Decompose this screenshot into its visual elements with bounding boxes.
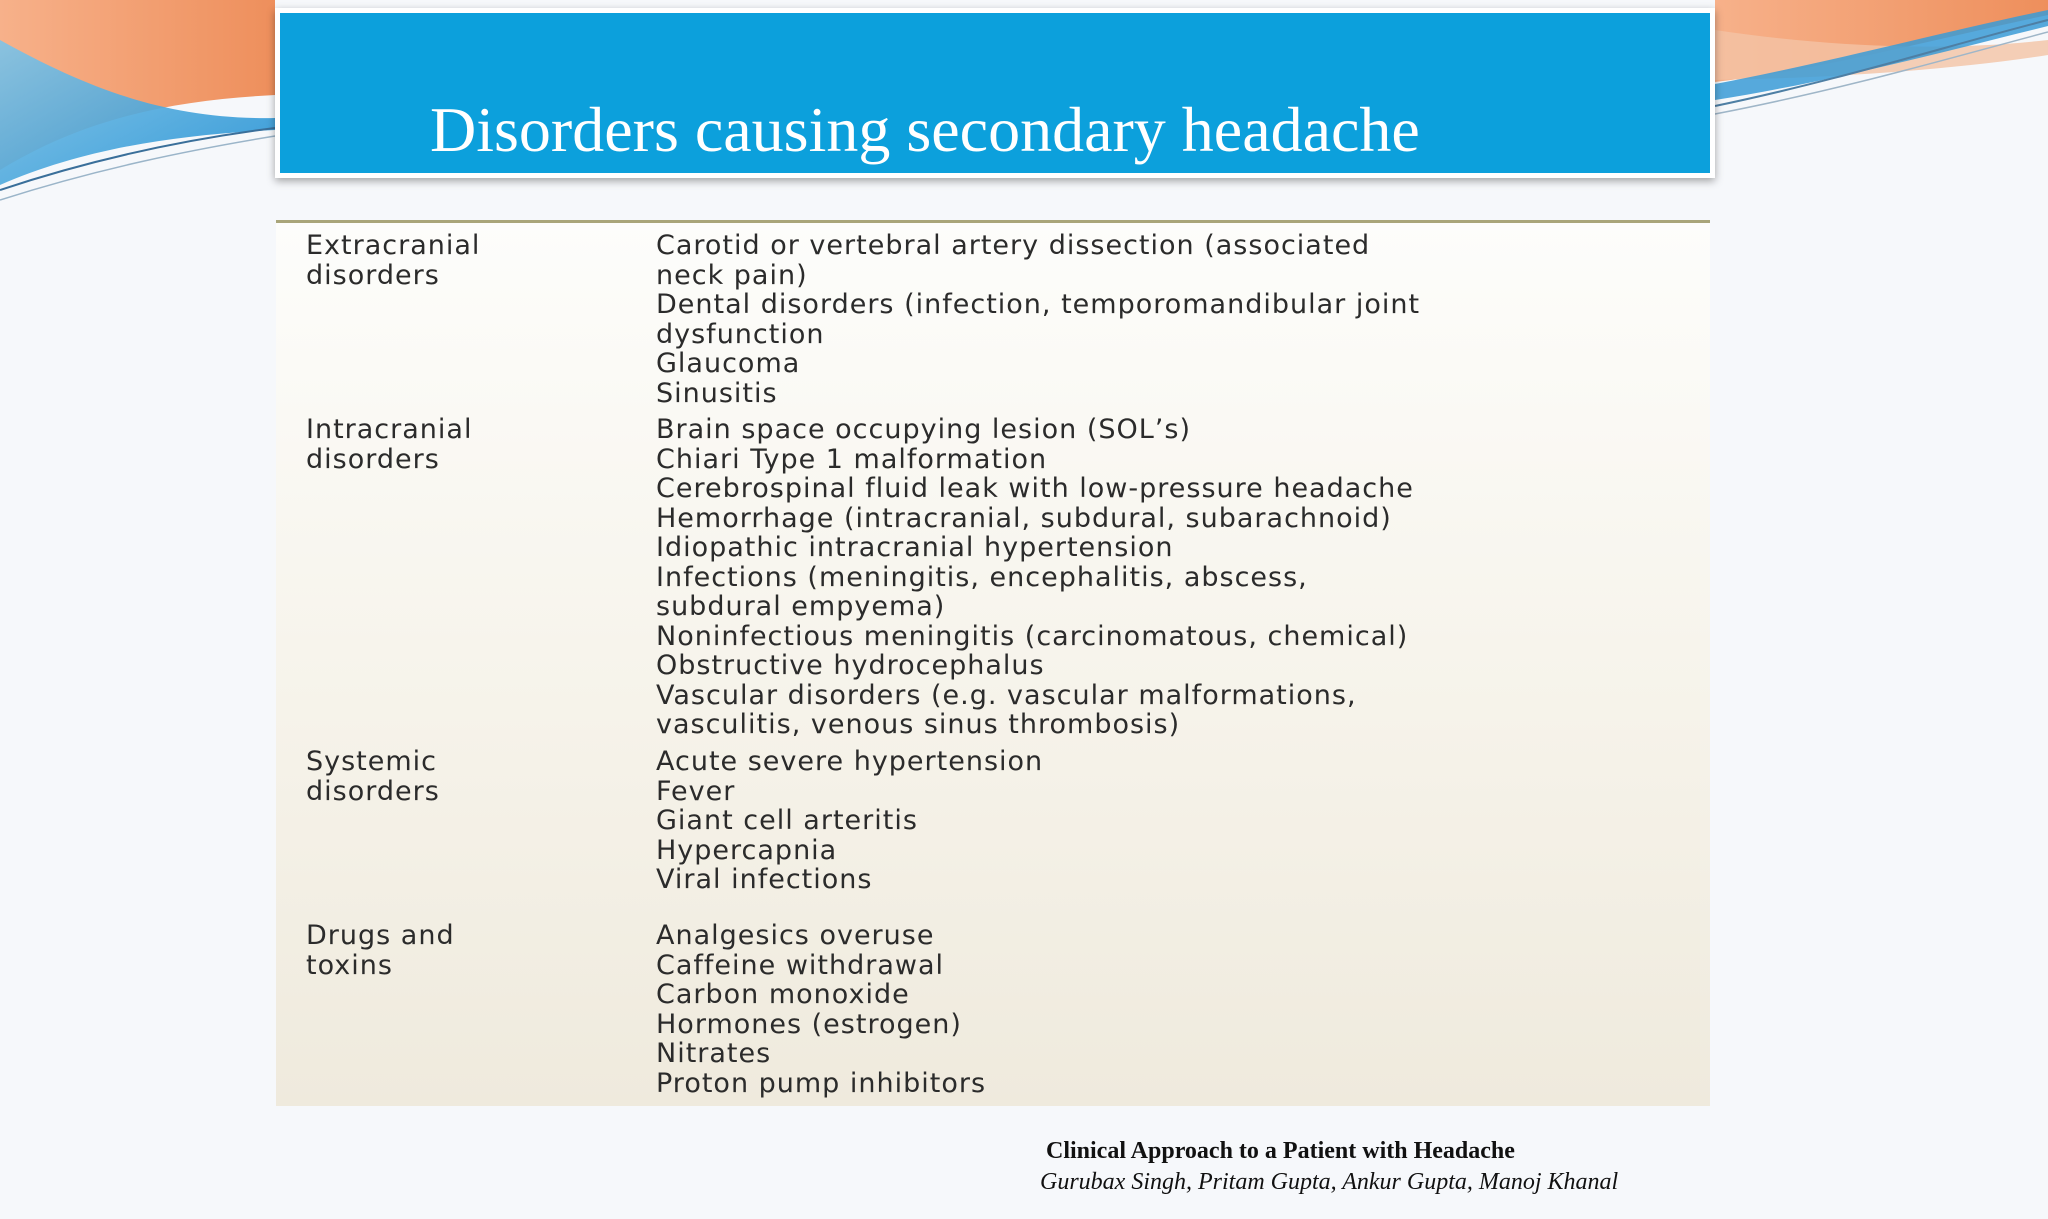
category-label: Systemic disorders <box>306 746 440 807</box>
citation-title: Clinical Approach to a Patient with Headache <box>1046 1138 1515 1164</box>
list-item: Caffeine withdrawal <box>656 949 945 981</box>
list-item: Chiari Type 1 malformation <box>656 443 1048 475</box>
list-item: Cerebrospinal fluid leak with low-pressure headache <box>656 473 1414 504</box>
list-item: Idiopathic intracranial hypertension <box>656 532 1174 563</box>
category-label: Intracranial disorders <box>306 414 473 475</box>
list-item: Carotid or vertebral artery dissection (associated <box>656 230 1371 261</box>
list-item: Carbon monoxide <box>656 979 910 1010</box>
list-item: Fever <box>656 775 736 807</box>
list-item: Hormones (estrogen) <box>656 1008 962 1040</box>
list-item: Infections (meningitis, encephalitis, abscess, <box>656 561 1308 593</box>
list-item: subdural empyema) <box>656 591 946 622</box>
list-item: Nitrates <box>656 1038 772 1069</box>
item-list <box>656 747 1696 895</box>
category-label: Extracranial disorders <box>306 230 481 291</box>
item-list <box>656 921 1696 1098</box>
list-item: Acute severe hypertension <box>656 746 1044 777</box>
list-item: Vascular disorders (e.g. vascular malformations, <box>656 679 1357 711</box>
list-item: Proton pump inhibitors <box>656 1067 987 1099</box>
slide-title: Disorders causing secondary headache <box>430 94 1420 165</box>
title-bar <box>275 8 1715 178</box>
list-item: Obstructive hydrocephalus <box>656 650 1045 681</box>
list-item: neck pain) <box>656 259 808 291</box>
disorders-table <box>276 220 1710 1106</box>
list-item: Viral infections <box>656 864 873 895</box>
list-item: Giant cell arteritis <box>656 805 918 836</box>
list-item: Brain space occupying lesion (SOL’s) <box>656 414 1191 445</box>
list-item: vasculitis, venous sinus thrombosis) <box>656 709 1181 740</box>
category-label: Drugs and toxins <box>306 920 455 981</box>
list-item: dysfunction <box>656 318 825 350</box>
list-item: Sinusitis <box>656 377 778 409</box>
item-list <box>656 415 1696 740</box>
list-item: Hypercapnia <box>656 834 838 866</box>
item-list <box>656 231 1696 408</box>
list-item: Noninfectious meningitis (carcinomatous, chemical) <box>656 620 1409 652</box>
list-item: Hemorrhage (intracranial, subdural, subarachnoid) <box>656 502 1392 534</box>
citation-authors: Gurubax Singh, Pritam Gupta, Ankur Gupta, Manoj Khanal <box>1040 1169 1619 1195</box>
list-item: Glaucoma <box>656 348 801 379</box>
list-item: Dental disorders (infection, temporomandibular joint <box>656 289 1421 320</box>
list-item: Analgesics overuse <box>656 920 935 951</box>
